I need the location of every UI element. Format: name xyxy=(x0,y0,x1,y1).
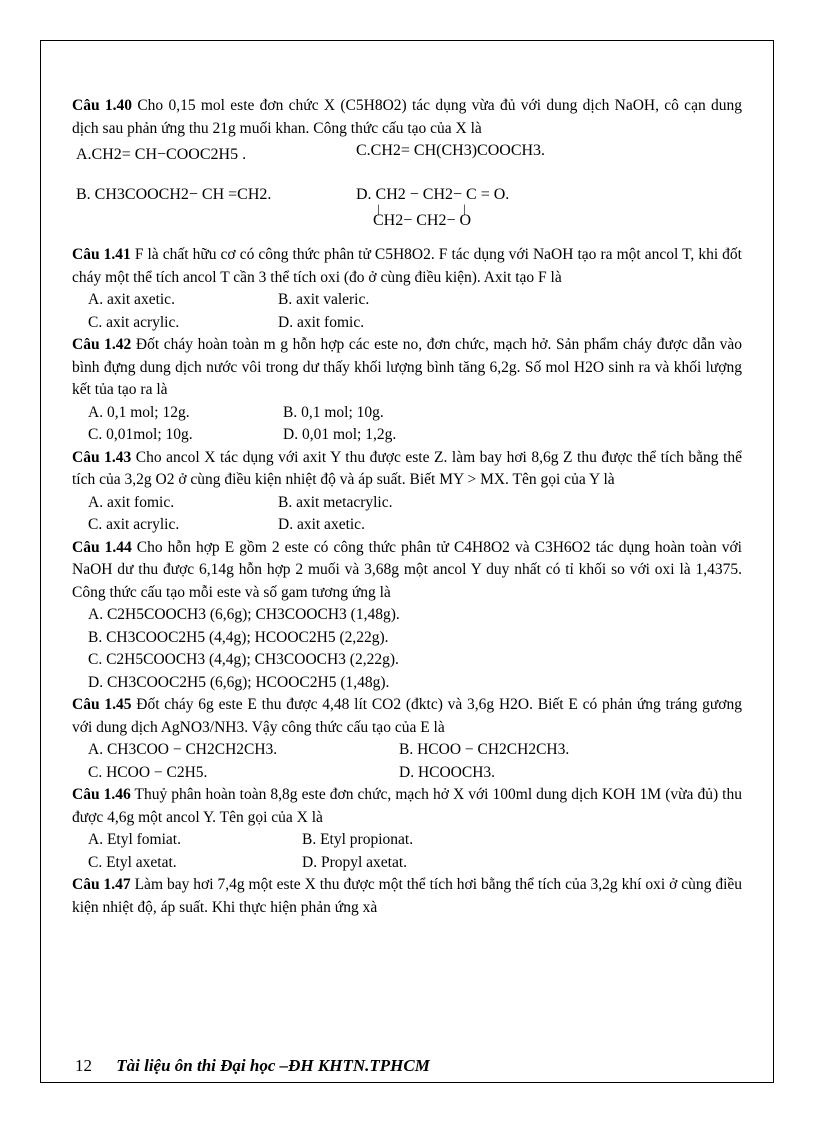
question-1-42-options xyxy=(72,402,758,447)
question-text: Làm bay hơi 7,4g một este X thu được một thể tích hơi bằng thể tích của 3,2g khí oxi ở cùng điều kiện nhiệt độ, áp suất. Khi thực hiện phản ứng xà xyxy=(72,876,743,916)
question-label: Câu 1.42 xyxy=(72,336,132,353)
option-c: C. axit acrylic. xyxy=(88,313,180,331)
question-1-45 xyxy=(72,694,742,739)
question-1-41-options xyxy=(72,289,758,334)
footer-title: Tài liệu ôn thi Đại học –ĐH KHTN.TPHCM xyxy=(116,1056,430,1075)
option-b: B. axit metacrylic. xyxy=(278,493,393,511)
question-text: Cho 0,15 mol este đơn chức X (C5H8O2) tác dụng vừa đủ với dung dịch NaOH, cô cạn dung dịch sau phản ứng thu 21g muối khan. Công thức cấu tạo của X là xyxy=(72,97,742,137)
question-label: Câu 1.44 xyxy=(72,538,132,556)
option-d: D. HCOOCH3. xyxy=(399,763,496,781)
option-c: C. HCOO − C2H5. xyxy=(88,763,208,781)
option-d: D. 0,01 mol; 1,2g. xyxy=(283,426,397,443)
question-text: Thuỷ phân hoàn toàn 8,8g este đơn chức, mạch hở X với 100ml dung dịch KOH 1M (vừa đủ) thu được 4,6g một ancol Y. Tên gọi của X là xyxy=(72,786,742,826)
page-number: 12 xyxy=(75,1056,92,1075)
question-label: Câu 1.41 xyxy=(72,246,131,263)
option-b: B. axit valeric. xyxy=(278,291,370,308)
option-b: B. Etyl propionat. xyxy=(302,831,414,848)
question-1-44 xyxy=(72,537,742,605)
option-a: A. CH3COO − CH2CH2CH3. xyxy=(88,741,278,758)
option-d: D. Propyl axetat. xyxy=(302,853,408,871)
option-a: A. axit axetic. xyxy=(88,291,175,308)
option-a: A. axit fomic. xyxy=(88,493,175,511)
option-a: A. 0,1 mol; 12g. xyxy=(88,403,190,421)
option-b: B. 0,1 mol; 10g. xyxy=(283,403,384,421)
question-1-43-options xyxy=(72,492,758,537)
question-label: Câu 1.43 xyxy=(72,448,132,466)
option-b: B. CH3COOC2H5 (4,4g); HCOOC2H5 (2,22g). xyxy=(88,628,389,646)
option-d: D. axit axetic. xyxy=(278,516,365,533)
question-text: F là chất hữu cơ có công thức phân tử C5H8O2. F tác dụng với NaOH tạo ra một ancol T, khi đốt cháy một thể tích ancol T cần 3 thể tích oxi (đo ở cùng điều kiện). Axit tạo F là xyxy=(72,246,742,286)
option-a: A. C2H5COOCH3 (6,6g); CH3COOCH3 (1,48g). xyxy=(88,606,400,623)
question-1-41 xyxy=(72,244,742,289)
question-1-45-options xyxy=(72,739,758,784)
page-footer xyxy=(75,1056,430,1076)
option-b: B. HCOO − CH2CH2CH3. xyxy=(399,741,570,758)
option-d-bond-right: | xyxy=(463,201,466,216)
option-c: C. C2H5COOCH3 (4,4g); CH3COOCH3 (2,22g). xyxy=(88,651,399,668)
option-d-line1: D. CH2 − CH2− C = O. xyxy=(356,186,510,203)
option-b: B. CH3COOCH2− CH =CH2. xyxy=(76,186,272,203)
question-1-43 xyxy=(72,447,742,492)
question-1-40-options xyxy=(72,140,742,250)
document-body xyxy=(72,95,742,919)
option-c: C. Etyl axetat. xyxy=(88,853,177,871)
option-c: C. 0,01mol; 10g. xyxy=(88,426,193,443)
question-text: Cho ancol X tác dụng với axit Y thu được este Z. làm bay hơi 8,6g Z thu được thể tích bằng thể tích của 3,2g O2 ở cùng điều kiện nhiệt độ và áp suất. Biết MY > MX. Tên gọi của Y là xyxy=(72,448,743,488)
question-label: Câu 1.40 xyxy=(72,97,132,114)
option-c: C. axit acrylic. xyxy=(88,516,180,533)
option-d: D. CH3COOC2H5 (6,6g); HCOOC2H5 (1,48g). xyxy=(88,673,390,691)
option-a: A.CH2= CH−COOC2H5 . xyxy=(76,146,247,163)
question-label: Câu 1.45 xyxy=(72,696,132,713)
question-1-42 xyxy=(72,334,742,402)
question-text: Cho hỗn hợp E gồm 2 este có công thức phân tử C4H8O2 và C3H6O2 tác dụng hoàn toàn với NaOH dư thu được 6,14g hỗn hợp 2 muối và 3,68g một ancol Y duy nhất có tỉ khối so với oxi là 1,4375. Công thức cấu tạo mỗi este và số gam tương ứng là xyxy=(72,538,742,601)
question-1-44-options xyxy=(72,604,742,694)
question-text: Đốt cháy hoàn toàn m g hỗn hợp các este no, đơn chức, mạch hở. Sản phẩm cháy được dẫn vào bình đựng dung dịch nước vôi trong dư thấy khối lượng bình tăng 6,2g. Số mol H2O sinh ra và khối lượng kết tủa tạo ra là xyxy=(72,336,742,398)
question-label: Câu 1.46 xyxy=(72,786,131,803)
question-label: Câu 1.47 xyxy=(72,876,131,893)
question-1-47 xyxy=(72,874,742,919)
option-d: D. axit fomic. xyxy=(278,313,365,331)
option-d-bond-left: | xyxy=(377,201,380,216)
option-c: C.CH2= CH(CH3)COOCH3. xyxy=(356,142,546,159)
option-d-line2: CH2− CH2− O xyxy=(373,212,472,229)
question-1-46-options xyxy=(72,829,758,874)
question-1-40 xyxy=(72,95,742,140)
question-1-46 xyxy=(72,784,742,829)
question-text: Đốt cháy 6g este E thu được 4,48 lít CO2 (đktc) và 3,6g H2O. Biết E có phản ứng tráng gương với dung dịch AgNO3/NH3. Vậy công thức cấu tạo của E là xyxy=(72,696,742,736)
option-a: A. Etyl fomiat. xyxy=(88,831,181,848)
